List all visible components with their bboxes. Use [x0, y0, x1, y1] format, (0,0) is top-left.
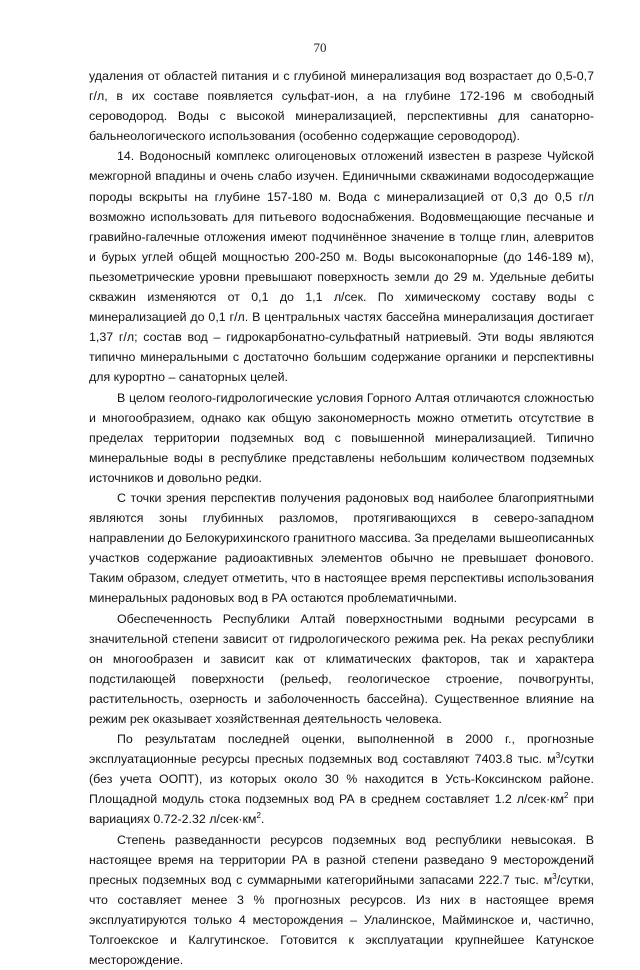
text-segment: /сутки (без учета ООПТ), из которых около 30 % находится в Усть-Коксинском районе. Площадной модуль стока подземных вод РА в среднем составляет 1.2 л/сек·км: [89, 752, 594, 807]
paragraph: [89, 146, 594, 387]
text-segment: .: [260, 812, 265, 827]
page-number: 70: [313, 40, 327, 55]
text-segment: 14. Водоносный комплекс олигоценовых отложений известен в разрезе Чуйской межгорной впадины и очень слабо изучен. Единичными скважинами водосодержащие породы вскрыты на глубине 157-180 м. Вода с минерализацией от 0,3 до 0,5 г/л возможно использовать для питьевого водоснабжения. Водовмещающие песчаные и гравийно-галечные отложения имеют подчинённое значение в толще глин, алевритов и бурых углей общей мощностью 200-250 м. Воды высоконапорные (до 146-189 м), пьезометрические уровни превышают поверхность земли до 29 м. Удельные дебиты скважин изменяются от 0,1 до 1,1 л/сек. По химическому составу воды с минерализацией до 0,1 г/л. В центральных частях бассейна минерализация достигает 1,37 г/л; состав вод – гидрокарбонатно-сульфатный натриевый. Эти воды являются типично минеральными с достаточно большим содержание органики и перспективны для курортно – санаторных целей.: [89, 149, 594, 385]
superscript: 2: [256, 811, 261, 821]
paragraph: [89, 388, 594, 488]
text-segment: По результатам последней оценки, выполненной в 2000 г., прогнозные эксплуатационные ресурсы пресных подземных вод составляют 7403.8 тыс. м: [89, 732, 594, 767]
text-segment: Обеспеченность Республики Алтай поверхностными водными ресурсами в значительной степени зависит от гидрологического режима рек. На реках республики он многообразен и зависит как от климатических факторов, так и характера подстилающей поверхности (рельеф, геологическое строение, почвогрунты, растительность, озерность и заболоченность бассейна). Существенное влияние на режим рек оказывает хозяйственная деятельность человека.: [89, 611, 594, 726]
document-body: [89, 66, 594, 970]
superscript: 3: [555, 751, 561, 761]
superscript: 2: [564, 791, 569, 801]
paragraph: [89, 66, 594, 146]
text-segment: /сутки, что составляет менее 3 % прогнозных ресурсов. Из них в настоящее время эксплуатируются только 4 месторождения – Улалинское, Майминское и, частично, Толгоекское и Калгутинское. Готовится к эксплуатации крупнейшее Катунское месторождение.: [89, 872, 594, 968]
paragraph: [89, 729, 594, 829]
paragraph: [89, 488, 594, 609]
text-segment: В целом геолого-гидрологические условия Горного Алтая отличаются сложностью и многообразием, однако как общую закономерность можно отметить отсутствие в пределах территории подземных вод с повышенной минерализацией. Типично минеральные воды в республике представлены небольшим количеством подземных источников и довольно редки.: [89, 390, 594, 485]
text-segment: Степень разведанности ресурсов подземных вод республики невысокая. В настоящее время на территории РА в разной степени разведано 9 месторождений пресных подземных вод с суммарными категорийными запасами 222.7 тыс. м: [89, 832, 594, 887]
paragraph: [89, 830, 594, 970]
text-segment: при вариациях 0.72-2.32 л/сек·км: [89, 792, 595, 827]
paragraph: [89, 609, 594, 730]
text-segment: С точки зрения перспектив получения радоновых вод наиболее благоприятными являются зоны глубинных разломов, протягивающихся в северо-западном направлении до Белокурихинского гранитного массива. За пределами вышеописанных участков содержание радиоактивных элементов обычно не превышает фонового. Таким образом, следует отметить, что в настоящее время перспективы использования минеральных радоновых вод в РА остаются проблематичными.: [89, 490, 594, 606]
text-segment: удаления от областей питания и с глубиной минерализация вод возрастает до 0,5-0,7 г/л, в их составе появляется сульфат-ион, а на глубине 172-196 м свободный сероводород. Воды с высокой минерализацией, перспективны для санаторно-бальнеологического использования (особенно содержащие сероводород).: [89, 69, 594, 144]
superscript: 3: [552, 871, 557, 881]
